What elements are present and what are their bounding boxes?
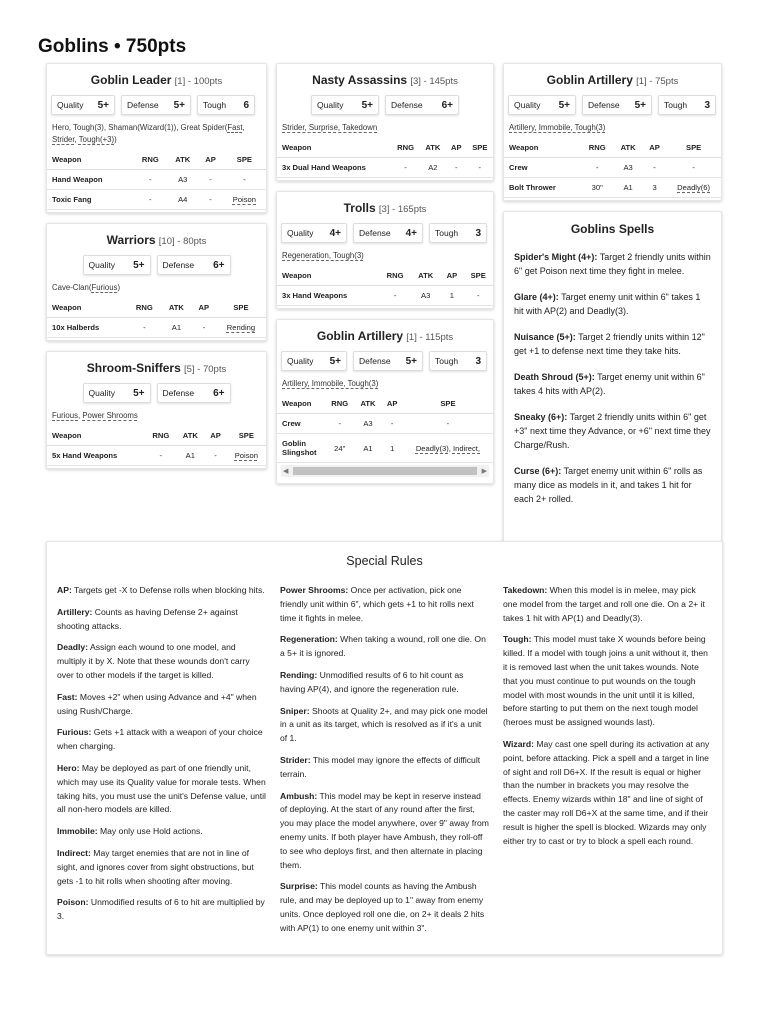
stat-quality: Quality 5+ xyxy=(83,255,151,275)
unit-rules xyxy=(504,115,721,138)
special-rule: Indirect: May target enemies that are not in line of sight, and ignores cover from sight obstructions, but gets -1 to hit rolls when shooting after moving. xyxy=(57,847,254,886)
unit-title: Nasty Assassins [3] - 145pts xyxy=(312,73,458,87)
table-row: Toxic Fang - A4 - Poison xyxy=(47,190,266,210)
weapon-table-header: Weapon RNG ATK AP SPE xyxy=(277,138,493,158)
stat-defense: Defense 6+ xyxy=(385,95,459,115)
unit-title: Goblin Artillery [1] - 115pts xyxy=(316,329,454,343)
table-row: Bolt Thrower 30" A1 3 Deadly(6) xyxy=(504,178,721,198)
unit-card-nasty-assassins xyxy=(276,63,494,181)
stat-row xyxy=(47,383,266,403)
horizontal-scrollbar[interactable] xyxy=(281,465,489,477)
spell-item: Curse (6+): Target enemy unit within 6" rolls as many dice as models in it, and takes 1 hit for each 2+ rolled. xyxy=(514,466,703,504)
weapon-table-header: Weapon RNG ATK AP SPE xyxy=(47,298,266,318)
stat-defense: Defense 6+ xyxy=(157,383,231,403)
column-1 xyxy=(46,63,267,479)
special-rules-title: Special Rules xyxy=(346,554,423,568)
rule-link-strider[interactable]: Strider xyxy=(52,135,75,144)
special-rules-col-1 xyxy=(57,584,266,944)
stat-defense: Defense 5+ xyxy=(121,95,191,115)
stat-row xyxy=(47,255,266,275)
arrow-right-icon[interactable]: ▶ xyxy=(481,468,487,475)
page-title: Goblins • 750pts xyxy=(38,36,187,57)
rule-links[interactable]: Artillery, Immobile, Tough(3) xyxy=(509,123,606,132)
rule-link-furious[interactable]: Furious xyxy=(91,283,118,292)
stat-defense: Defense 5+ xyxy=(582,95,652,115)
stat-row xyxy=(277,351,493,371)
weapon-table xyxy=(277,138,493,178)
weapon-table-header: Weapon RNG ATK AP SPE xyxy=(504,138,721,158)
special-rule: Poison: Unmodified results of 6 to hit are multiplied by 3. xyxy=(57,897,265,922)
special-rule: Artillery: Counts as having Defense 2+ against shooting attacks. xyxy=(57,606,238,631)
unit-rules xyxy=(277,243,493,266)
stat-quality: Quality 4+ xyxy=(281,223,347,243)
stat-tough: Tough 3 xyxy=(429,223,487,243)
table-row: 3x Hand Weapons - A3 1 - xyxy=(277,286,493,306)
spell-item: Glare (4+): Target enemy unit within 6" takes 1 hit with AP(2) and Deadly(3). xyxy=(514,292,701,316)
stat-defense: Defense 4+ xyxy=(353,223,423,243)
rule-links[interactable]: Artillery, Immobile, Tough(3) xyxy=(282,379,379,388)
special-rule: Power Shrooms: Once per activation, pick one friendly unit within 6", which gets +1 to hit rolls next time it fights in melee. xyxy=(280,585,474,623)
column-2 xyxy=(276,63,494,494)
special-rules-card xyxy=(46,541,723,955)
column-3 xyxy=(503,63,722,553)
unit-name: Trolls xyxy=(343,201,376,215)
stat-quality: Quality 5+ xyxy=(311,95,379,115)
rule-link-fast[interactable]: Fast xyxy=(227,123,243,132)
rule-link-deadly[interactable]: Deadly(3) xyxy=(415,443,449,453)
stat-quality: Quality 5+ xyxy=(281,351,347,371)
rule-link-rending[interactable]: Rending xyxy=(226,323,256,332)
unit-card-warriors xyxy=(46,223,267,341)
table-row: Goblin Slingshot 24" A1 1 Deadly(3), Indirect, xyxy=(277,434,493,463)
unit-name: Nasty Assassins xyxy=(312,73,408,87)
spells-title: Goblins Spells xyxy=(570,222,655,236)
scrollbar-thumb[interactable] xyxy=(293,467,477,475)
special-rule: Takedown: When this model is in melee, may pick one model from the target and roll one die. On a 2+ it takes 1 hit with AP(1) and Deadly(3). xyxy=(503,585,705,623)
stat-tough: Tough 3 xyxy=(429,351,487,371)
table-row: 10x Halberds - A1 - Rending xyxy=(47,318,266,338)
rule-link-poison[interactable]: Poison xyxy=(232,195,256,204)
unit-card-shroom-sniffers xyxy=(46,351,267,469)
rule-links[interactable]: Regeneration, Tough(3) xyxy=(282,251,364,260)
rule-link-furious[interactable]: Furious xyxy=(52,411,78,420)
table-row: Crew - A3 - - xyxy=(277,414,493,434)
rule-link-power-shrooms[interactable]: Power Shrooms xyxy=(82,411,138,420)
unit-title: Goblin Artillery [1] - 75pts xyxy=(546,73,679,87)
special-rule: Deadly: Assign each wound to one model, and multiply it by X. Note that these wounds don't carry over to other models if the target is killed. xyxy=(57,642,250,680)
special-rule: Surprise: This model counts as having the Ambush rule, and may be deployed up to 1" away from enemy units. Once deployed roll one die, on 2+ it deals 2 hits with AP(1) to one enemy unit within 3". xyxy=(280,881,485,933)
unit-name: Goblin Artillery xyxy=(546,73,633,87)
unit-card-goblin-artillery-75 xyxy=(503,63,722,201)
spell-item: Sneaky (6+): Target 2 friendly units within 6" get +3" next time they Advance, or +6" next time they Charge/Rush. xyxy=(514,412,711,450)
stat-quality: Quality 5+ xyxy=(508,95,576,115)
spell-item: Spider's Might (4+): Target 2 friendly units within 6" get Poison next time they fight in melee. xyxy=(514,252,711,276)
unit-card-goblin-artillery-115 xyxy=(276,319,494,484)
special-rules-col-3 xyxy=(503,584,712,944)
unit-name: Shroom-Sniffers xyxy=(86,361,181,375)
table-row: 5x Hand Weapons - A1 - Poison xyxy=(47,446,266,466)
special-rule: Ambush: This model may be kept in reserve instead of deploying. At the start of any round after the first, you may place the model anywhere, over 9" away from enemy units. If both player have Ambush, they roll-off to see who deploys first, and then alternate in placing them. xyxy=(280,790,489,870)
weapon-table xyxy=(47,298,266,338)
unit-card-trolls xyxy=(276,191,494,309)
table-row: Hand Weapon - A3 - - xyxy=(47,170,266,190)
stat-row xyxy=(277,223,493,243)
unit-name: Goblin Artillery xyxy=(316,329,404,343)
stat-row xyxy=(504,95,721,115)
stat-tough: Tough 6 xyxy=(197,95,255,115)
unit-title xyxy=(47,64,266,95)
stat-row xyxy=(277,95,493,115)
weapon-table-header: Weapon RNG ATK AP SPE xyxy=(47,426,266,446)
table-row: 3x Dual Hand Weapons - A2 - - xyxy=(277,158,493,178)
unit-cost: - 100pts xyxy=(185,76,223,87)
rule-link-deadly[interactable]: Deadly(6) xyxy=(677,183,711,192)
weapon-table xyxy=(277,266,493,306)
spell-item: Death Shroud (5+): Target enemy unit within 6" takes 4 hits with AP(2). xyxy=(514,372,705,396)
unit-rules: Cave-Clan(Furious) xyxy=(52,283,121,292)
unit-name: Goblin Leader xyxy=(90,73,172,87)
weapon-table xyxy=(47,426,266,466)
spells-card xyxy=(503,211,722,543)
weapon-table-header: Weapon RNG ATK AP SPE xyxy=(277,394,493,414)
table-row: Crew - A3 - - xyxy=(504,158,721,178)
unit-name: Warriors xyxy=(106,233,156,247)
arrow-left-icon[interactable]: ◀ xyxy=(283,468,289,475)
stat-tough: Tough 3 xyxy=(658,95,716,115)
unit-rules xyxy=(277,371,493,394)
special-rule: Wizard: May cast one spell during its activation at any point, before attacking. Pick a spell and a target in line of sight and roll D6+X. If the result is equal or higher than the number in brackets you may resolve the effects. Enemy wizards within 18" and line of sight of the caster may roll D6+X at the same time, and if their result is higher the spell is blocked. Wizards may only either try to cast or try to block a spell each round. xyxy=(503,738,710,846)
unit-card-goblin-leader xyxy=(46,63,267,213)
special-rule: Strider: This model may ignore the effects of difficult terrain. xyxy=(280,754,481,779)
special-rule: AP: Targets get -X to Defense rolls when blocking hits. xyxy=(57,585,265,595)
special-rule: Regeneration: When taking a wound, roll one die. On a 5+ it is ignored. xyxy=(280,634,486,659)
special-rules-col-2 xyxy=(280,584,489,944)
rule-link-indirect[interactable]: Indirect, xyxy=(452,443,480,453)
rule-link-poison[interactable]: Poison xyxy=(234,451,258,460)
stat-row xyxy=(47,95,266,115)
spell-item: Nuisance (5+): Target 2 friendly units within 12" get +1 to defense next time they take hits. xyxy=(514,332,705,356)
special-rule: Immobile: May only use Hold actions. xyxy=(57,826,203,837)
unit-title: Warriors [10] - 80pts xyxy=(106,233,207,247)
special-rule: Rending: Unmodified results of 6 to hit count as having AP(4), and ignore the regeneration rule. xyxy=(280,669,464,694)
unit-title: Trolls [3] - 165pts xyxy=(343,201,427,215)
unit-title: Shroom-Sniffers [5] - 70pts xyxy=(86,361,227,375)
stat-quality: Quality 5+ xyxy=(83,383,151,403)
unit-rules: Furious, Power Shrooms xyxy=(52,411,138,420)
weapon-table-header: Weapon RNG ATK AP SPE xyxy=(47,150,266,170)
special-rules-columns xyxy=(47,584,722,944)
weapon-table xyxy=(47,150,266,210)
unit-rules: Hero, Tough(3), Shaman(Wizard(1)), Great Spider(Fast, Strider, Tough(+3)) xyxy=(52,123,245,144)
weapon-table-header: Weapon RNG ATK AP SPE xyxy=(277,266,493,286)
unit-count: [1] xyxy=(174,76,186,87)
unit-rules xyxy=(277,115,493,138)
special-rule: Fast: Moves +2" when using Advance and +4" when using Rush/Charge. xyxy=(57,691,257,716)
special-rule: Furious: Gets +1 attack with a weapon of your choice when charging. xyxy=(57,727,263,752)
stat-defense: Defense 6+ xyxy=(157,255,231,275)
weapon-table xyxy=(277,394,493,463)
special-rule: Tough: This model must take X wounds before being killed. If a model with tough joins a unit without it, then it is removed last when the unit takes wounds. Note that you must continue to put wounds on the tough model with most wounds in the unit until it is killed, before starting to put them on the next tough model (heroes must be assigned wounds last). xyxy=(503,634,708,728)
special-rule: Sniper: Shoots at Quality 2+, and may pick one model in a unit as its target, which is resolved as if it's a unit of 1. xyxy=(280,705,488,744)
rule-links[interactable]: Strider, Surprise, Takedown xyxy=(282,123,378,132)
rule-link-tough[interactable]: Tough(+3) xyxy=(78,135,115,144)
special-rule: Hero: May be deployed as part of one friendly unit, which may use its Quality value for morale tests. When taking hits, you must use the unit's Defense value, until all non-hero models are killed. xyxy=(57,762,266,815)
stat-quality: Quality 5+ xyxy=(51,95,115,115)
weapon-table xyxy=(504,138,721,198)
stat-defense: Defense 5+ xyxy=(353,351,423,371)
